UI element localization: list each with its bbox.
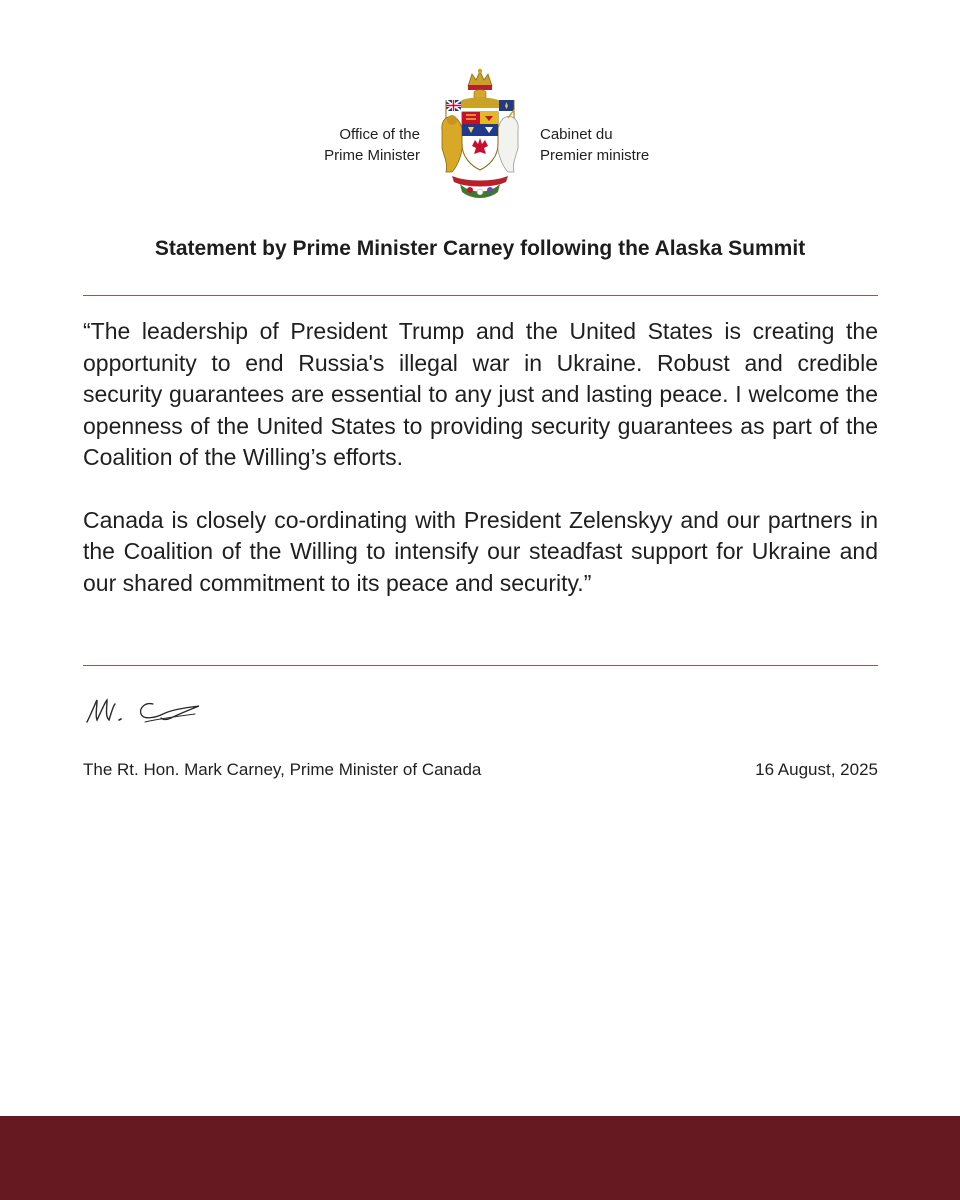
statement-paragraph-2: Canada is closely co-ordinating with President Zelenskyy and our partners in the Coalition of the Willing to intensify our steadfast support for Ukraine and our shared commitment to its peace and security.” — [83, 506, 878, 596]
office-en-line2: Prime Minister — [324, 147, 420, 164]
signer-name: The Rt. Hon. Mark Carney, Prime Minister of Canada — [83, 760, 482, 779]
footer-bar — [0, 1116, 960, 1200]
divider-bottom — [83, 665, 878, 666]
statement-date: 16 August, 2025 — [755, 760, 878, 779]
divider-top — [83, 295, 878, 296]
statement-paragraph-1: “The leadership of President Trump and the United States is creating the opportunity to end Russia's illegal war in Ukraine. Robust and credible security guarantees are essential to any just and lasting peace. I welcome the openness of the United States to providing security guarantees as part of the Coalition of the Willing’s efforts. — [83, 318, 878, 470]
statement-title: Statement by Prime Minister Carney following the Alaska Summit — [154, 237, 806, 260]
office-en-line1: Office of the — [339, 126, 420, 143]
office-name-english — [324, 124, 420, 166]
office-fr-line2: Premier ministre — [540, 147, 650, 164]
office-name-french — [540, 124, 649, 166]
office-fr-line1: Cabinet du — [540, 126, 613, 143]
masthead — [0, 68, 960, 200]
coat-of-arms-icon — [430, 68, 530, 200]
statement-body — [83, 316, 878, 630]
signature-icon — [83, 692, 205, 732]
